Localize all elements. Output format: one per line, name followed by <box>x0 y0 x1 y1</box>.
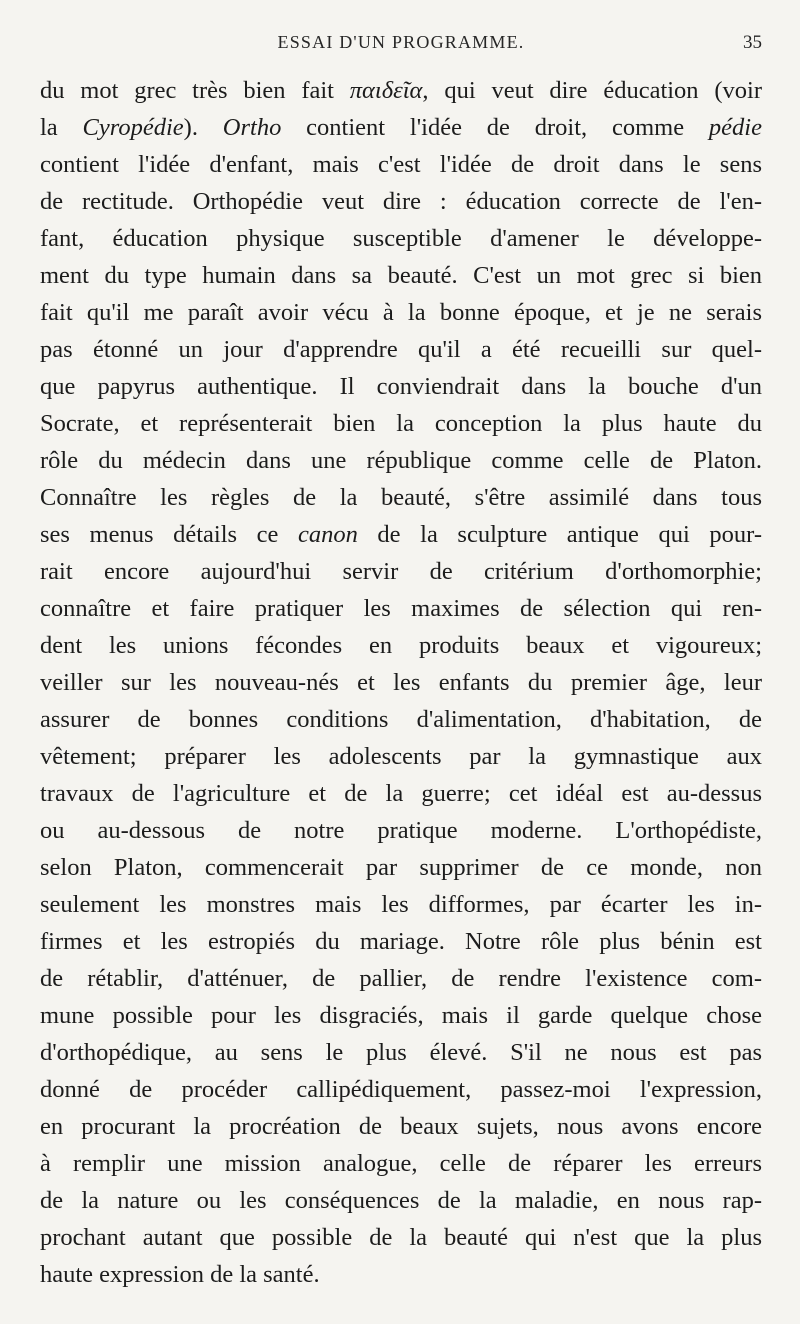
text-span: la <box>40 114 83 141</box>
text-line: rait encore aujourd'hui servir de critérium d'orthomorphie; <box>40 558 762 585</box>
text-line: que papyrus authentique. Il conviendrait dans la bouche d'un <box>40 373 762 400</box>
text-line: contient l'idée d'enfant, mais c'est l'idée de droit dans le sens <box>40 151 762 178</box>
text-line: fant, éducation physique susceptible d'amener le développe- <box>40 225 762 252</box>
text-line: travaux de l'agriculture et de la guerre; cet idéal est au-dessus <box>40 780 762 807</box>
text-span: contient l'idée de droit, comme <box>281 114 709 141</box>
text-line <box>40 516 762 553</box>
text-line: de la nature ou les conséquences de la maladie, en nous rap- <box>40 1187 762 1214</box>
italic-term: canon <box>297 521 358 548</box>
text-span: du mot grec très bien fait <box>40 77 350 104</box>
text-line: à remplir une mission analogue, celle de réparer les erreurs <box>40 1150 762 1177</box>
text-line: rôle du médecin dans une république comme celle de Platon. <box>40 447 762 474</box>
text-line: de rectitude. Orthopédie veut dire : éducation correcte de l'en- <box>40 188 762 215</box>
text-line: en procurant la procréation de beaux sujets, nous avons encore <box>40 1113 762 1140</box>
text-line: d'orthopédique, au sens le plus élevé. S'il ne nous est pas <box>40 1039 762 1066</box>
text-line: dent les unions fécondes en produits beaux et vigoureux; <box>40 632 762 659</box>
text-line: veiller sur les nouveau-nés et les enfants du premier âge, leur <box>40 669 762 696</box>
text-line: de rétablir, d'atténuer, de pallier, de rendre l'existence com- <box>40 965 762 992</box>
text-line: ou au-dessous de notre pratique moderne. L'orthopédiste, <box>40 817 762 844</box>
text-line: firmes et les estropiés du mariage. Notre rôle plus bénin est <box>40 928 762 955</box>
italic-term: Ortho <box>222 114 282 141</box>
text-line: selon Platon, commencerait par supprimer de ce monde, non <box>40 854 762 881</box>
text-line: pas étonné un jour d'apprendre qu'il a été recueilli sur quel- <box>40 336 762 363</box>
text-line <box>40 109 762 146</box>
running-title: ESSAI D'UN PROGRAMME. <box>277 32 525 52</box>
text-line: prochant autant que possible de la beauté qui n'est que la plus <box>40 1224 762 1251</box>
text-line: seulement les monstres mais les difformes, par écarter les in- <box>40 891 762 918</box>
italic-title: Cyropédie <box>82 114 184 141</box>
text-line: donné de procéder callipédiquement, passez-moi l'expression, <box>40 1076 762 1103</box>
text-line: Connaître les règles de la beauté, s'être assimilé dans tous <box>40 484 762 511</box>
text-line: ment du type humain dans sa beauté. C'est un mot grec si bien <box>40 262 762 289</box>
text-line <box>40 72 762 109</box>
greek-word: παιδεῖα <box>349 77 423 104</box>
text-line: fait qu'il me paraît avoir vécu à la bonne époque, et je ne serais <box>40 299 762 326</box>
page-number: 35 <box>743 32 762 53</box>
text-line: assurer de bonnes conditions d'alimentation, d'habitation, de <box>40 706 762 733</box>
text-line: connaître et faire pratiquer les maximes de sélection qui ren- <box>40 595 762 622</box>
text-span: , qui veut dire éducation (voir <box>422 77 762 104</box>
text-span: ses menus détails ce <box>40 521 298 548</box>
text-line: Socrate, et représenterait bien la conception la plus haute du <box>40 410 762 437</box>
text-span: de la sculpture antique qui pour- <box>357 521 762 548</box>
text-line: vêtement; préparer les adolescents par la gymnastique aux <box>40 743 762 770</box>
text-span: ). <box>183 114 223 141</box>
text-line: mune possible pour les disgraciés, mais il garde quelque chose <box>40 1002 762 1029</box>
text-line-last: haute expression de la santé. <box>40 1261 320 1288</box>
body-text <box>40 72 762 1293</box>
italic-term: pédie <box>708 114 762 141</box>
running-header <box>40 32 762 60</box>
